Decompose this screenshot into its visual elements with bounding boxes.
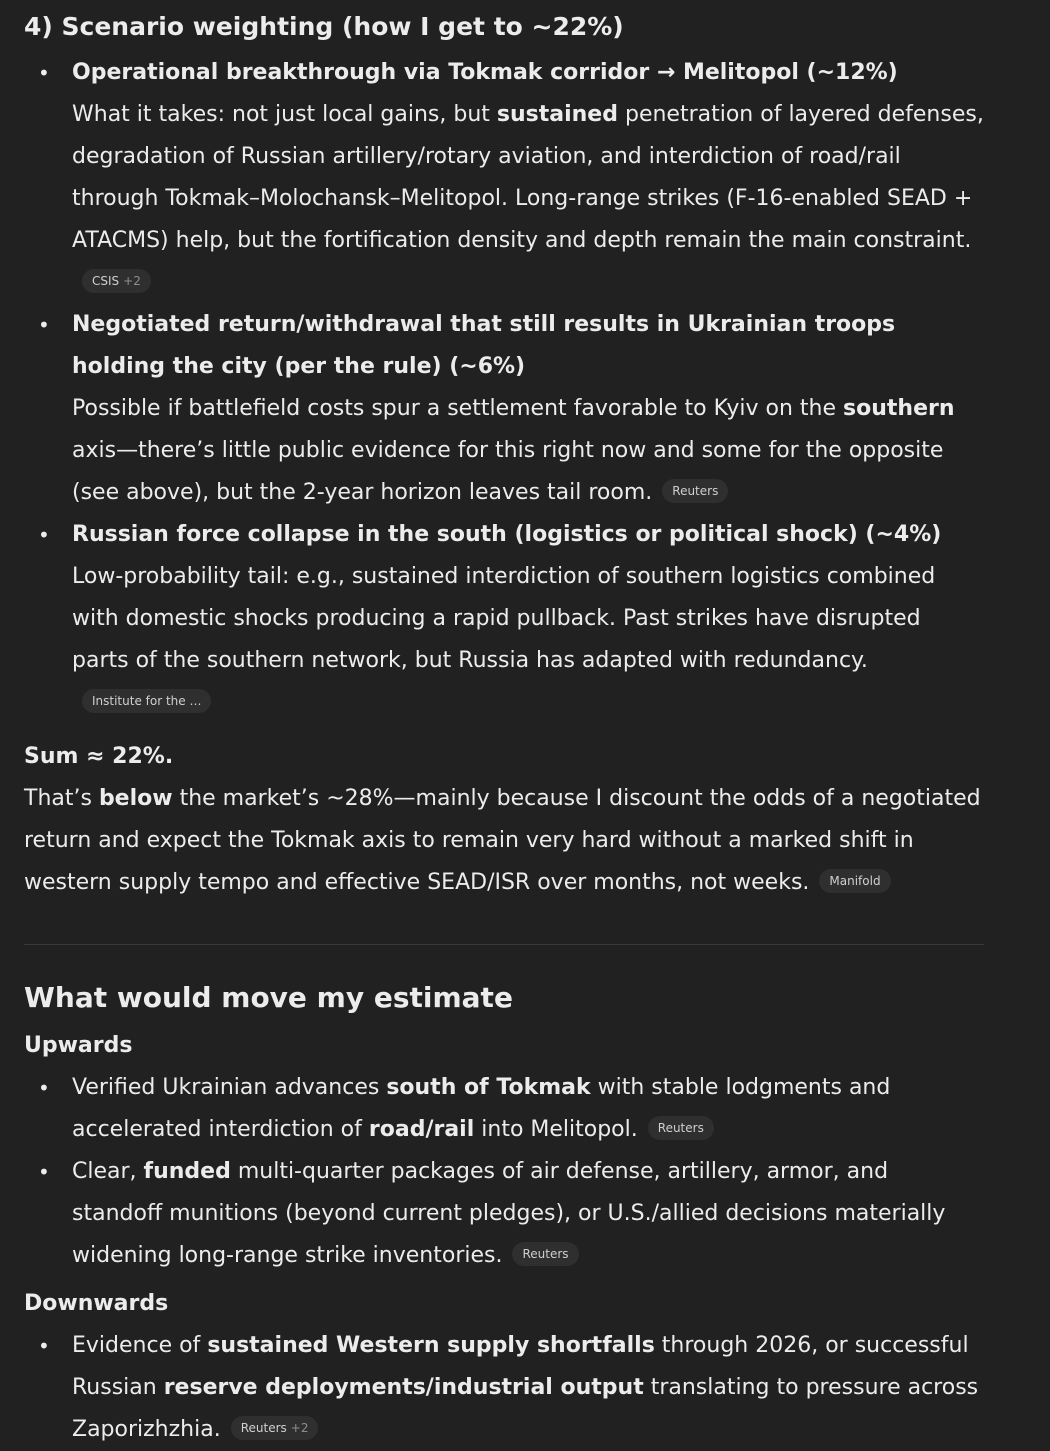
item-text: Clear, [72,1159,144,1184]
source-chip-csis[interactable] [82,269,151,293]
item-text: multi-quarter packages of air defense, artillery, armor, and standoff munitions (beyond current pledges), or U.S./allied decisions materially widening long-range strike inventories. [72,1159,946,1268]
item-text: through 2026, or successful Russian [72,1333,969,1400]
chip-label: CSIS [92,274,120,288]
section-heading-scenario-weighting: 4) Scenario weighting (how I get to ~22%) [24,12,624,41]
conclusion-bold: below [98,786,173,811]
conclusion-paragraph [24,778,984,904]
item-bold: road/rail [368,1117,475,1142]
list-item [24,514,984,724]
sum-text: Sum ≈ 22%. [24,744,174,769]
subheading-upwards: Upwards [24,1033,133,1058]
list-item [24,1325,984,1451]
section-divider [24,944,984,945]
chip-label: Reuters [240,1421,287,1435]
list-item [24,1151,984,1277]
source-chip-institute[interactable] [82,689,211,713]
item-body-text: What it takes: not just local gains, but [72,102,497,127]
item-title: Negotiated return/withdrawal that still results in Ukrainian troops holding the city (per the rule) (~6%) [72,312,896,379]
item-text: into Melitopol. [474,1117,638,1142]
list-item [24,1067,984,1151]
item-bold: funded [143,1159,231,1184]
sum-line [24,736,984,778]
chip-label: Reuters [522,1247,569,1261]
source-chip-reuters[interactable] [231,1416,319,1440]
item-bold: sustained Western supply shortfalls [207,1333,655,1358]
downwards-list [24,1325,984,1451]
item-bold: south of Tokmak [386,1075,591,1100]
item-text: with stable lodgments and accelerated interdiction of [72,1075,891,1142]
item-body-text: axis—there’s little public evidence for this right now and some for the opposite (see above), but the 2-year horizon leaves tail room. [72,438,944,505]
list-item [24,52,984,304]
list-item [24,304,984,514]
subheading-downwards: Downwards [24,1291,169,1316]
chip-more-count: +2 [123,274,141,288]
chip-label: Reuters [672,484,719,498]
item-bold: reserve deployments/industrial output [163,1375,644,1400]
item-body-text: penetration of layered defenses, degradation of Russian artillery/rotary aviation, and interdiction of road/rail through Tokmak–Molochansk–Melitopol. Long-range strikes (F-16-enabled SEAD + ATACMS) help, but the fortification density and depth remain the main constraint. [72,102,984,253]
item-body-bold: sustained [496,102,618,127]
chip-label: Reuters [657,1121,704,1135]
item-text: translating to pressure across Zaporizhzhia. [72,1375,979,1442]
chip-label: Institute for the … [92,694,202,708]
item-body-text: Low-probability tail: e.g., sustained interdiction of southern logistics combined with domestic shocks producing a rapid pullback. Past strikes have disrupted parts of the southern network, but Russia has adapted with redundancy. [72,564,936,673]
upwards-list [24,1067,984,1277]
section-heading-move-estimate: What would move my estimate [24,981,513,1014]
chip-label: Manifold [829,874,881,888]
conclusion-text: the market’s ~28%—mainly because I discount the odds of a negotiated return and expect the Tokmak axis to remain very hard without a marked shift in western supply tempo and effective SEAD/ISR over months, not weeks. [24,786,981,895]
item-title: Russian force collapse in the south (logistics or political shock) (~4%) [72,522,942,547]
item-body-bold: southern [843,396,955,421]
item-text: Evidence of [72,1333,208,1358]
item-title: Operational breakthrough via Tokmak corridor → Melitopol (~12%) [72,60,898,85]
item-body-text: Possible if battlefield costs spur a settlement favorable to Kyiv on the [72,396,844,421]
chip-more-count: +2 [290,1421,309,1435]
source-chip-manifold[interactable] [819,869,890,893]
scenario-list [24,52,984,724]
item-text: Verified Ukrainian advances [72,1075,387,1100]
conclusion-text: That’s [24,786,99,811]
source-chip-reuters[interactable] [512,1242,578,1266]
source-chip-reuters[interactable] [662,479,728,503]
source-chip-reuters[interactable] [648,1116,714,1140]
